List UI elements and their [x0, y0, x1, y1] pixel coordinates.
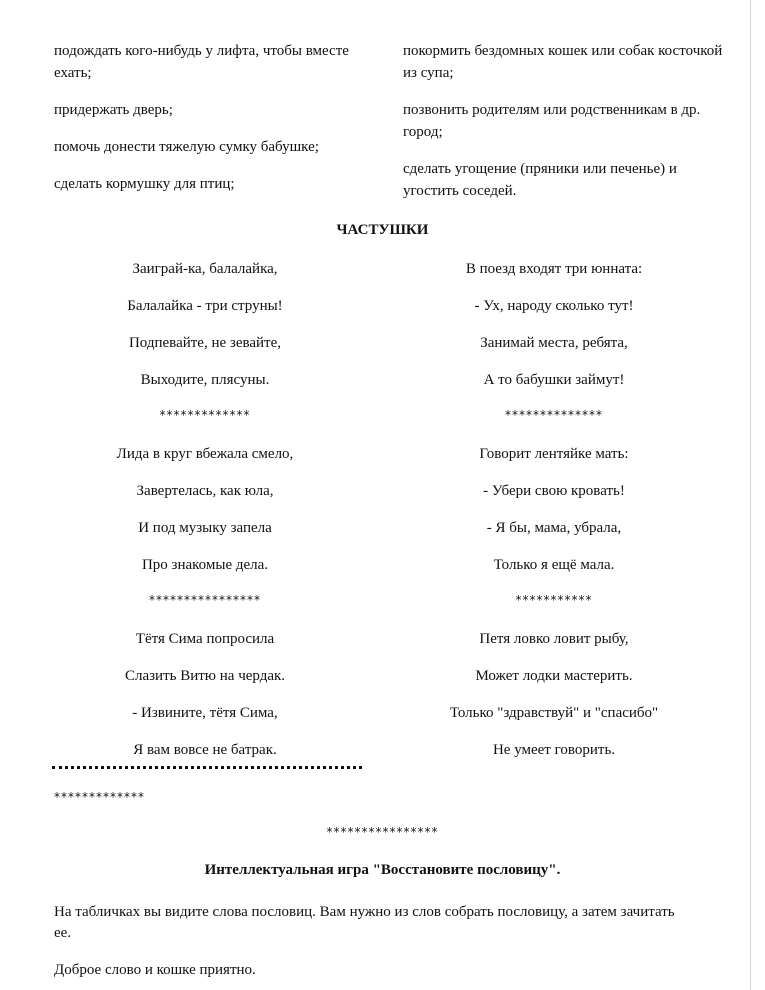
list-item: позвонить родителям или родственникам в др. город;	[403, 102, 701, 140]
verse-line: А то бабушки займут!	[483, 372, 625, 388]
section-title: ЧАСТУШКИ	[336, 222, 429, 238]
verse-line: Говорит лентяйке мать:	[479, 446, 629, 462]
verse-separator: **************	[505, 408, 603, 422]
verse-line: - Я бы, мама, убрала,	[486, 520, 622, 536]
proverb-example: Доброе слово и кошке приятно.	[54, 962, 256, 978]
verse-line: Я вам вовсе не батрак.	[133, 742, 277, 758]
verse-line: В поезд входят три юнната:	[465, 261, 643, 277]
verse-line: Петя ловко ловит рыбу,	[479, 631, 629, 647]
verse-line: - Убери свою кровать!	[483, 483, 625, 499]
game-instructions: На табличках вы видите слова пословиц. Вам нужно из слов собрать пословицу, а затем зачитать ее.	[54, 904, 675, 941]
verse-line: Балалайка - три струны!	[127, 298, 283, 314]
good-deeds-list-right	[403, 40, 733, 217]
list-item: сделать угощение (пряники или печенье) и угостить соседей.	[403, 161, 677, 199]
verse-line: Выходите, плясуны.	[140, 372, 270, 388]
verse-line: Подпевайте, не зевайте,	[128, 335, 282, 351]
dotted-divider	[52, 766, 362, 769]
verse-line: Слазить Витю на чердак.	[124, 668, 286, 684]
good-deeds-list-left	[54, 40, 384, 210]
verse-line: Тётя Сима попросила	[135, 631, 275, 647]
verse-line: Может лодки мастерить.	[475, 668, 633, 684]
list-item: покормить бездомных кошек или собак косточкой из супа;	[403, 43, 723, 81]
verse-line: Завертелась, как юла,	[136, 483, 274, 499]
chastushki-column-right	[389, 258, 719, 776]
list-item: помочь донести тяжелую сумку бабушке;	[54, 139, 319, 155]
verse-separator: *************	[159, 408, 251, 422]
verse-line: Про знакомые дела.	[141, 557, 269, 573]
list-item: подождать кого-нибудь у лифта, чтобы вместе ехать;	[54, 43, 349, 81]
verse-line: Только я ещё мала.	[493, 557, 615, 573]
verse-separator: ****************	[149, 593, 261, 607]
verse-line: И под музыку запела	[138, 520, 272, 536]
verse-separator: ***********	[515, 593, 593, 607]
verse-line: Занимай места, ребята,	[480, 335, 628, 351]
verse-line: Заиграй-ка, балалайка,	[132, 261, 278, 277]
verse-line: Не умеет говорить.	[492, 742, 616, 758]
list-item: придержать дверь;	[54, 102, 173, 118]
scan-edge-line	[750, 0, 751, 990]
verse-line: Лида в круг вбежала смело,	[116, 446, 294, 462]
game-title: Интеллектуальная игра "Восстановите пословицу".	[204, 862, 561, 878]
stars-separator-center: ****************	[326, 825, 439, 839]
verse-line: - Извините, тётя Сима,	[132, 705, 278, 721]
verse-line: - Ух, народу сколько тут!	[474, 298, 634, 314]
list-item: сделать кормушку для птиц;	[54, 176, 235, 192]
verse-line: Только "здравствуй" и "спасибо"	[449, 705, 659, 721]
chastushki-column-left	[40, 258, 370, 776]
stars-separator-left: *************	[54, 790, 145, 804]
